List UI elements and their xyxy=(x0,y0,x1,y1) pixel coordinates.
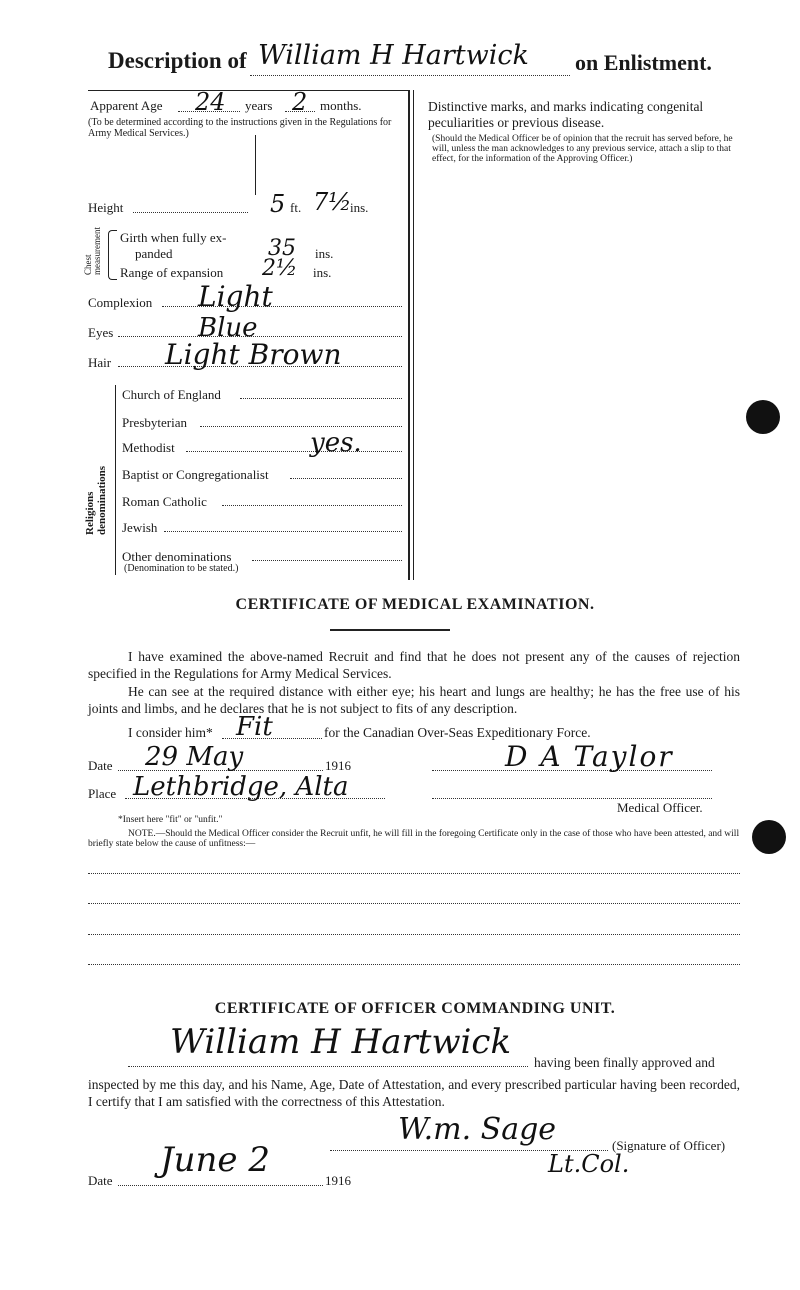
eyes-label: Eyes xyxy=(88,325,114,340)
insert-note: *Insert here "fit" or "unfit." xyxy=(118,815,223,825)
having-label: having been finally approved and xyxy=(534,1055,715,1070)
name-underline xyxy=(250,75,570,76)
medical-title: CERTIFICATE OF MEDICAL EXAMINATION. xyxy=(235,596,595,613)
consider-label: I consider him* xyxy=(128,725,213,740)
unfit-line-4 xyxy=(88,964,740,965)
marks-heading-2: peculiarities or previous disease. xyxy=(428,115,605,130)
recruit-name: William H Hartwick xyxy=(258,40,529,71)
officer-signature: W.m. Sage xyxy=(398,1112,557,1147)
complexion-value: Light xyxy=(198,280,273,313)
apparent-age-label: Apparent Age xyxy=(90,98,163,113)
jewish-dots xyxy=(164,531,402,532)
unfit-line-3 xyxy=(88,934,740,935)
consider-value: Fit xyxy=(236,712,273,742)
officer-rank: Lt.Col. xyxy=(548,1150,630,1178)
girth-ins: ins. xyxy=(315,246,334,261)
medical-officer-signature: D A Taylor xyxy=(505,740,674,773)
punch-hole-bottom xyxy=(752,820,786,854)
unfit-note: NOTE.—Should the Medical Officer consider the Recruit unfit, he will fill in the foregoing Certificate only in the case of those who have been attested, and will briefly state below the cause of unfitness:— xyxy=(88,829,740,849)
med-year: 1916 xyxy=(325,758,351,773)
punch-hole-top xyxy=(746,400,780,434)
rc-dots xyxy=(222,505,402,506)
height-ft-value: 5 xyxy=(270,190,286,218)
height-ins-value: 7½ xyxy=(313,188,352,216)
other-note: (Denomination to be stated.) xyxy=(124,563,239,574)
roman-catholic: Roman Catholic xyxy=(122,494,207,509)
girth-label-2: panded xyxy=(135,246,173,261)
age-months-value: 2 xyxy=(292,88,308,116)
range-label: Range of expansion xyxy=(120,265,224,280)
girth-value: 35 xyxy=(268,236,296,261)
officer-date-value: June 2 xyxy=(160,1140,270,1180)
methodist: Methodist xyxy=(122,440,175,455)
religion-bracket xyxy=(115,385,116,575)
methodist-dots xyxy=(186,451,402,452)
med-date-value: 29 May xyxy=(145,742,244,772)
presbyterian: Presbyterian xyxy=(122,415,187,430)
marks-note: (Should the Medical Officer be of opinion that the recruit has served before, he will, unless the man acknowledges to any previous service, attach a slip to that effect, for the information of the Approving Officer.) xyxy=(432,134,733,164)
med-date-label: Date xyxy=(88,758,113,773)
officer-date-dots xyxy=(118,1185,323,1186)
baptist-dots xyxy=(290,478,402,479)
methodist-value: yes. xyxy=(310,428,362,458)
other-denominations: Other denominations xyxy=(122,549,232,564)
marks-heading-1: Distinctive marks, and marks indicating congenital xyxy=(428,99,704,114)
height-dots xyxy=(133,212,248,213)
age-months-line xyxy=(285,111,315,112)
header-on-enlistment: on Enlistment. xyxy=(575,50,712,75)
religions-label: Religions denominations xyxy=(84,465,108,535)
eyes-value: Blue xyxy=(198,313,258,343)
years-label: years xyxy=(245,98,273,113)
officer-title: CERTIFICATE OF OFFICER COMMANDING UNIT. xyxy=(214,1000,616,1017)
force-label: for the Canadian Over-Seas Expeditionary Force. xyxy=(324,725,591,740)
height-label: Height xyxy=(88,200,124,215)
complexion-label: Complexion xyxy=(88,295,153,310)
chest-bracket xyxy=(108,230,117,280)
ft-label: ft. xyxy=(290,200,302,215)
medical-para2: He can see at the required distance with either eye; his heart and lungs are healthy; he has the free use of his joints and limbs, and he declares that he is not subject to fits of any description. xyxy=(88,684,740,716)
age-note: (To be determined according to the instructions given in the Regulations for Army Medical Services.) xyxy=(88,117,392,139)
girth-label-1: Girth when fully ex- xyxy=(120,230,227,245)
months-label: months. xyxy=(320,98,362,113)
unfit-line-2 xyxy=(88,903,740,904)
other-dots xyxy=(252,560,402,561)
officer-year: 1916 xyxy=(325,1173,351,1188)
baptist: Baptist or Congregationalist xyxy=(122,467,269,482)
chest-measurement-label: Chest measurement xyxy=(83,227,102,275)
range-value: 2½ xyxy=(262,256,298,281)
center-divider xyxy=(408,90,410,580)
age-divider xyxy=(255,135,256,195)
center-divider-inner xyxy=(413,90,414,580)
place-value: Lethbridge, Alta xyxy=(133,772,349,802)
eyes-dots xyxy=(118,336,402,337)
officer-date-label: Date xyxy=(88,1173,113,1188)
presbyterian-dots xyxy=(200,426,402,427)
officer-para: inspected by me this day, and his Name, Age, Date of Attestation, and every prescribed particular having been recorded, I certify that I am satisfied with the correctness of this Attestation. xyxy=(88,1077,740,1109)
medical-officer-label: Medical Officer. xyxy=(617,800,703,815)
range-ins: ins. xyxy=(313,265,332,280)
officer-name-value: William H Hartwick xyxy=(170,1022,512,1062)
church-of-england: Church of England xyxy=(122,387,221,402)
hair-label: Hair xyxy=(88,355,112,370)
medical-title-rule xyxy=(330,629,450,631)
hair-value: Light Brown xyxy=(165,338,342,371)
top-rule xyxy=(88,90,408,91)
unfit-line-1 xyxy=(88,873,740,874)
medical-para1: I have examined the above-named Recruit and find that he does not present any of the causes of rejection specified in the Regulations for Army Medical Services. xyxy=(88,649,740,681)
age-years-value: 24 xyxy=(195,88,226,116)
officer-signature-label: (Signature of Officer) xyxy=(612,1138,726,1153)
jewish: Jewish xyxy=(122,520,158,535)
age-years-line xyxy=(178,111,240,112)
ins-label: ins. xyxy=(350,200,369,215)
header-description-of: Description of xyxy=(108,48,247,73)
coe-dots xyxy=(240,398,402,399)
mo-dots xyxy=(432,798,712,799)
place-label: Place xyxy=(88,786,117,801)
officer-name-dots xyxy=(128,1066,528,1067)
